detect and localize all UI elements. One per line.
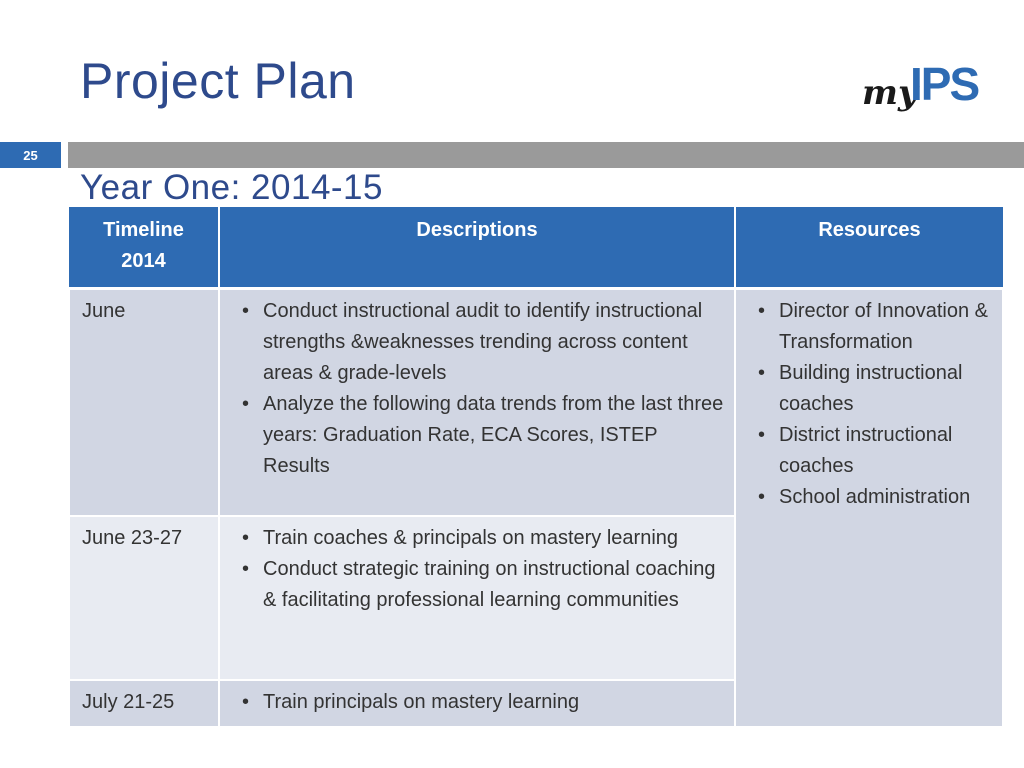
- header-timeline-line2: 2014: [121, 250, 166, 272]
- myips-logo: [858, 50, 1008, 128]
- header-resources: Resources: [735, 207, 1003, 289]
- descriptions-cell: [219, 289, 735, 516]
- header-divider-bar: [68, 142, 1024, 168]
- timeline-cell: June 23-27: [69, 516, 219, 680]
- timeline-cell: June: [69, 289, 219, 516]
- description-item: • Analyze the following data trends from the last three years: Graduation Rate, ECA Scores, ISTEP Results: [232, 389, 724, 482]
- description-item: • Train coaches & principals on mastery learning: [232, 523, 724, 554]
- slide-number: 25: [0, 142, 61, 168]
- table-row: [69, 289, 1003, 516]
- descriptions-cell: [219, 680, 735, 727]
- resources-cell: [735, 289, 1003, 727]
- descriptions-cell: [219, 516, 735, 680]
- description-item: • Train principals on mastery learning: [232, 687, 724, 718]
- resource-item: • Director of Innovation & Transformation: [748, 296, 992, 358]
- header-descriptions: Descriptions: [219, 207, 735, 289]
- timeline-cell: July 21-25: [69, 680, 219, 727]
- slide-title: Project Plan: [80, 53, 356, 109]
- logo-text-my: my: [862, 73, 918, 113]
- header-timeline-line1: Timeline: [103, 219, 184, 241]
- resource-item: • Building instructional coaches: [748, 358, 992, 420]
- description-item: • Conduct strategic training on instructional coaching & facilitating professional learning communities: [232, 554, 724, 616]
- table-header-row: [69, 207, 1003, 289]
- slide-subtitle: Year One: 2014-15: [80, 168, 383, 207]
- project-plan-table: [68, 207, 1004, 728]
- resource-item: • School administration: [748, 482, 992, 513]
- logo-text-ips: IPS: [910, 58, 979, 110]
- header-timeline: [69, 207, 219, 289]
- resource-item: • District instructional coaches: [748, 420, 992, 482]
- myips-logo-icon: [858, 50, 1008, 128]
- description-item: • Conduct instructional audit to identify instructional strengths &weaknesses trending across content areas & grade-levels: [232, 296, 724, 389]
